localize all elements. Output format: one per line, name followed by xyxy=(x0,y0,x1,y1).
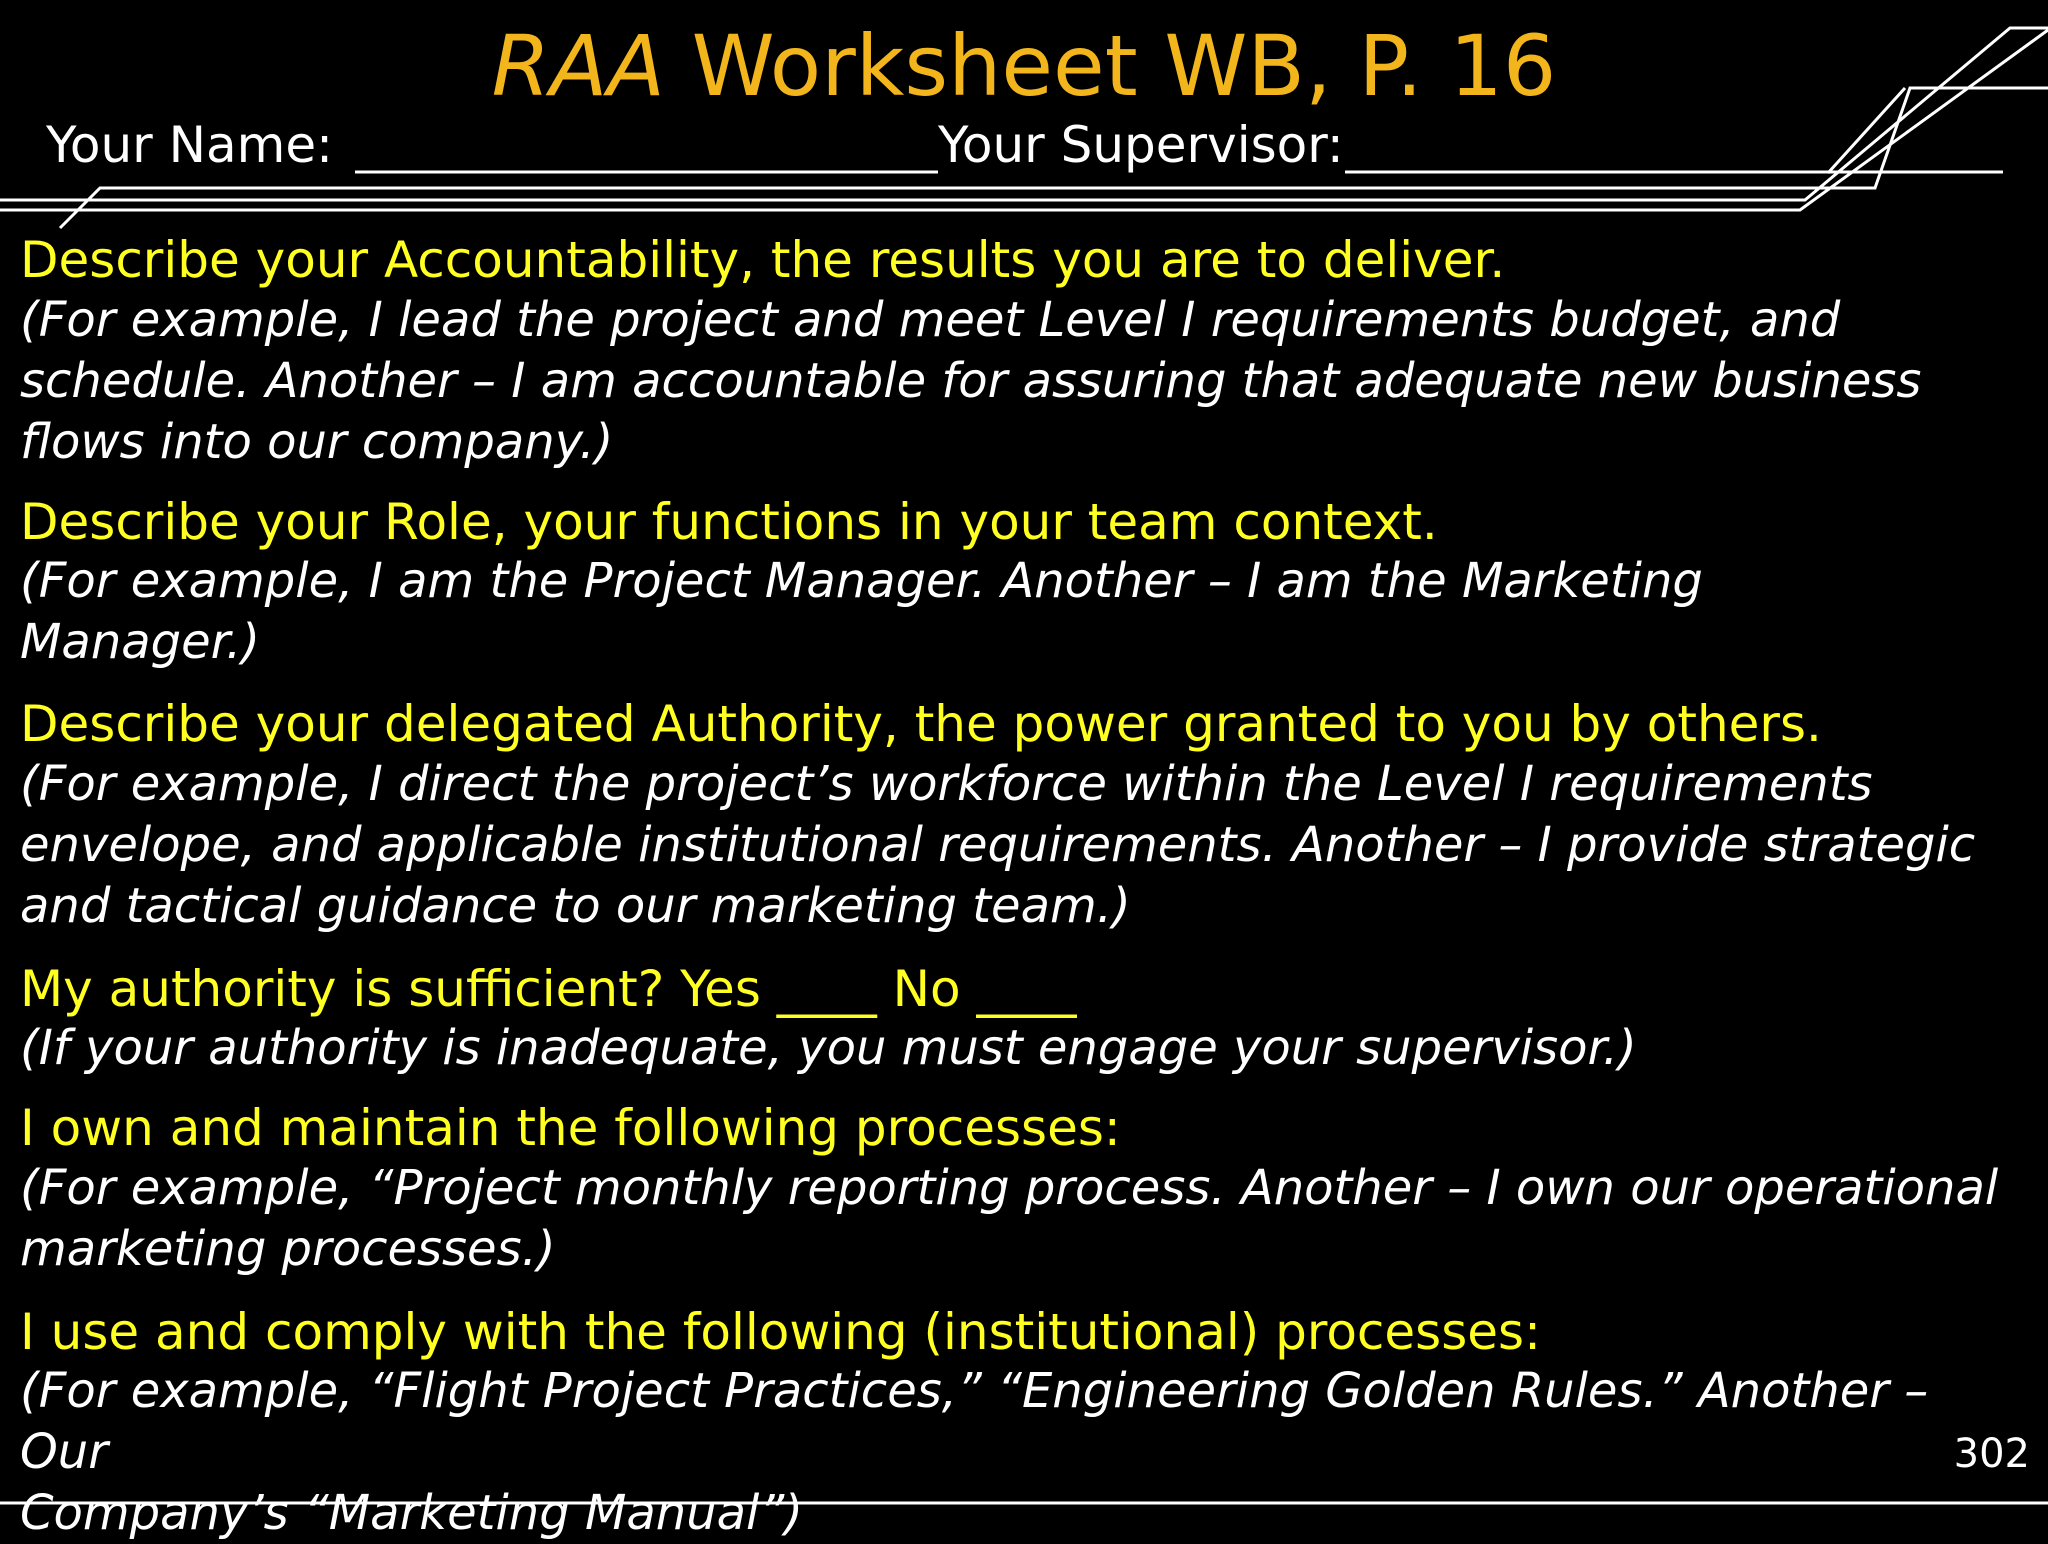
section-heading-comply-processes: I use and comply with the following (institutional) processes: xyxy=(20,1303,1541,1361)
section-example-sufficiency: (If your authority is inadequate, you must engage your supervisor.) xyxy=(20,1020,1637,1076)
section-heading-own-processes: I own and maintain the following processes: xyxy=(20,1099,1121,1157)
supervisor-label: Your Supervisor: xyxy=(938,116,1344,174)
section-example-own-processes: (For example, “Project monthly reporting process. Another – I own our operational marketing processes.) xyxy=(20,1160,1999,1277)
section-heading-sufficiency: My authority is sufficient? Yes ____ No ____ xyxy=(20,960,1077,1018)
page-number: 302 xyxy=(1953,1431,2030,1477)
title-italic-part: RAA xyxy=(491,17,665,115)
section-heading-authority: Describe your delegated Authority, the power granted to you by others. xyxy=(20,695,1822,753)
section-example-accountability: (For example, I lead the project and meet Level I requirements budget, and schedule. Another – I am accountable for assuring that adequate new business flows into our company.) xyxy=(20,292,1922,470)
section-heading-accountability: Describe your Accountability, the results you are to deliver. xyxy=(20,231,1506,289)
section-example-role: (For example, I am the Project Manager. Another – I am the Marketing Manager.) xyxy=(20,553,1703,670)
section-example-comply-processes: (For example, “Flight Project Practices,” “Engineering Golden Rules.” Another – Our Company’s “Marketing Manual”) xyxy=(20,1363,1929,1541)
section-example-authority: (For example, I direct the project’s workforce within the Level I requirements envelope, and applicable institutional requirements. Another – I provide strategic and tactical guidance to our marketing team.) xyxy=(20,756,1976,934)
section-heading-role: Describe your Role, your functions in your team context. xyxy=(20,493,1438,551)
name-label: Your Name: xyxy=(46,116,333,174)
page-title xyxy=(0,18,2048,114)
title-main-part: Worksheet WB, P. 16 xyxy=(664,17,1557,115)
